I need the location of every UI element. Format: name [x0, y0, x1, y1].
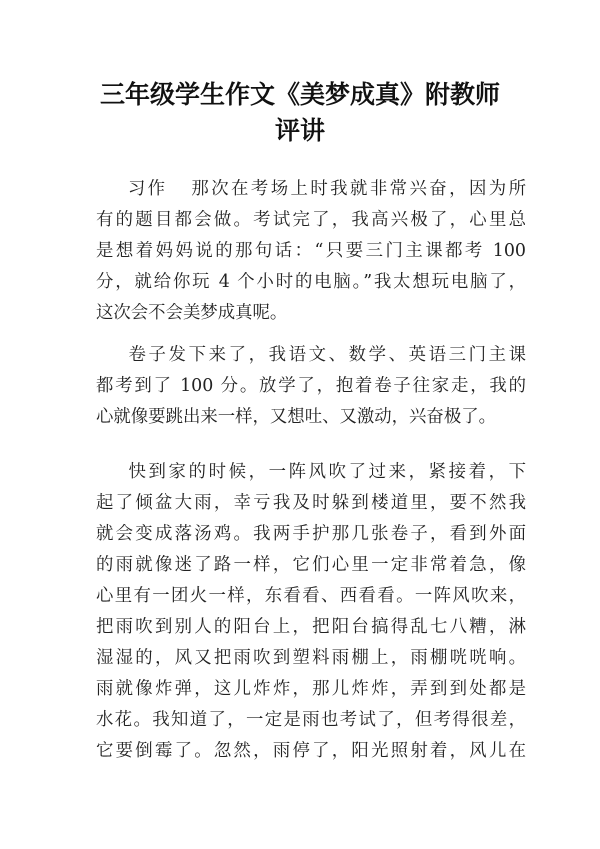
paragraph-2: [96, 340, 526, 433]
text-line: 雨就像炸弹，这儿炸炸，那儿炸炸，弄到到处都是: [96, 679, 526, 699]
text-line: 分，就给你玩 4 个小时的电脑。”我太想玩电脑了，: [96, 272, 526, 292]
paragraph-1: [96, 174, 526, 329]
text-line: 湿湿的，风又把雨吹到塑料雨棚上，雨棚咣咣响。: [96, 648, 526, 668]
text-line: 起了倾盆大雨，幸亏我及时躲到楼道里，要不然我: [96, 493, 526, 513]
text-line: 是想着妈妈说的那句话：“只要三门主课都考 100: [96, 241, 526, 261]
text-line: 就会变成落汤鸡。我两手护那几张卷子，看到外面: [96, 524, 526, 544]
text-line: 快到家的时候，一阵风吹了过来，紧接着，下: [96, 462, 526, 482]
text-line: 把雨吹到别人的阳台上，把阳台搞得乱七八糟，淋: [96, 617, 526, 637]
text-line: 的雨就像迷了路一样，它们心里一定非常着急，像: [96, 555, 526, 575]
text-line: 都考到了 100 分。放学了，抱着卷子往家走，我的: [96, 376, 526, 396]
text-line: 有的题目都会做。考试完了，我高兴极了，心里总: [96, 210, 526, 230]
text-line: 心里有一团火一样，东看看、西看看。一阵风吹来，: [96, 586, 526, 606]
text-line: 这次会不会美梦成真呢。: [96, 303, 288, 323]
document-title-line-2: 评讲: [274, 116, 325, 145]
text-line: 它要倒霉了。忽然，雨停了，阳光照射着，风儿在: [96, 741, 526, 761]
paragraph-3: [96, 457, 526, 767]
text-line: 习作 那次在考场上时我就非常兴奋，因为所: [96, 179, 526, 199]
text-line: 卷子发下来了，我语文、数学、英语三门主课: [96, 345, 526, 365]
text-line: 水花。我知道了，一定是雨也考试了，但考得很差，: [96, 710, 526, 730]
document-title-line-1: 三年级学生作文《美梦成真》附教师: [99, 80, 500, 109]
text-line: 心就像要跳出来一样，又想吐、又激动，兴奋极了。: [96, 407, 496, 427]
